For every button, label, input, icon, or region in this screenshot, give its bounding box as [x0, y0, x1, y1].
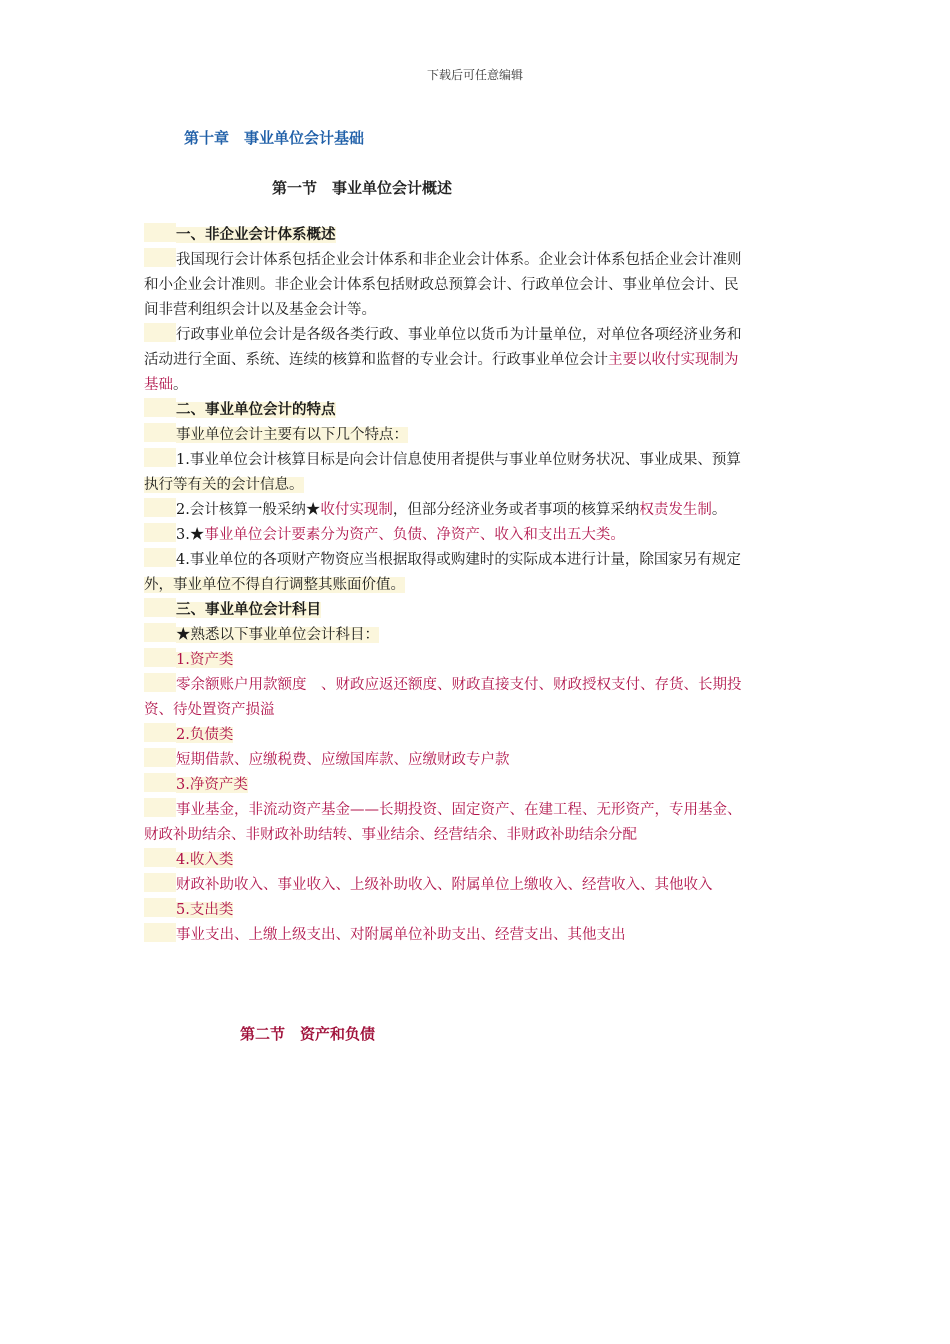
indent	[144, 523, 176, 542]
text: 执行等有关的会计信息。	[144, 477, 304, 493]
section-title: 第一节 事业单位会计概述	[272, 179, 453, 197]
indent	[144, 448, 176, 467]
indent	[144, 498, 176, 517]
category-title	[144, 848, 806, 873]
text: 外，事业单位不得自行调整其账面价值。	[144, 577, 405, 593]
category-label: 5.支出类	[176, 902, 234, 918]
text: 行政事业单位会计是各级各类行政、事业单位以货币为计量单位，对单位各项经济业务和	[176, 327, 742, 343]
heading: 二、事业单位会计的特点	[176, 402, 336, 418]
category-text: 财政补助收入、事业收入、上级补助收入、附属单位上缴收入、经营收入、其他收入	[176, 877, 713, 893]
category-text: 资、待处置资产损溢	[144, 702, 275, 718]
emphasis-text: 事业单位会计要素分为资产、负债、净资产、收入和支出五大类。	[204, 527, 625, 543]
indent	[144, 898, 176, 917]
category-label: 3.净资产类	[176, 777, 248, 793]
text: 3.★	[176, 527, 205, 543]
indent	[144, 223, 176, 242]
paragraph-line	[144, 348, 806, 373]
category-text: 事业支出、上缴上级支出、对附属单位补助支出、经营支出、其他支出	[176, 927, 626, 943]
list-item	[144, 448, 806, 473]
indent	[144, 798, 176, 817]
category-line	[144, 798, 806, 823]
text: 和小企业会计准则。非企业会计体系包括财政总预算会计、行政单位会计、事业单位会计、民	[144, 277, 739, 293]
indent	[144, 923, 176, 942]
category-title	[144, 723, 806, 748]
paragraph-line	[144, 623, 806, 648]
category-label: 4.收入类	[176, 852, 234, 868]
category-line	[144, 923, 806, 948]
category-line	[144, 823, 806, 848]
indent	[144, 873, 176, 892]
text: 间非营利组织会计以及基金会计等。	[144, 302, 376, 318]
text: 。	[711, 502, 727, 518]
category-line	[144, 673, 806, 698]
text: 1.事业单位会计核算目标是向会计信息使用者提供与事业单位财务状况、事业成果、预算	[176, 452, 741, 468]
paragraph-line	[144, 248, 806, 273]
category-text: 零余额账户用款额度 、财政应返还额度、财政直接支付、财政授权支付、存货、长期投	[176, 677, 742, 693]
emphasis-text: 基础	[144, 377, 173, 393]
list-item	[144, 498, 806, 523]
indent	[144, 323, 176, 342]
paragraph-line	[144, 423, 806, 448]
document-body	[144, 223, 806, 948]
text: ，但部分经济业务或者事项的核算采纳	[392, 502, 640, 518]
category-text: 财政补助结余、非财政补助结转、事业结余、经营结余、非财政补助结余分配	[144, 827, 637, 843]
text: 我国现行会计体系包括企业会计体系和非企业会计体系。企业会计体系包括企业会计准则	[176, 252, 742, 268]
text: 4.事业单位的各项财产物资应当根据取得或购建时的实际成本进行计量，除国家另有规定	[176, 552, 741, 568]
heading: 三、事业单位会计科目	[176, 602, 321, 618]
indent	[144, 673, 176, 692]
paragraph-line	[144, 373, 806, 398]
section-title: 第二节 资产和负债	[240, 1025, 376, 1043]
indent	[144, 748, 176, 767]
list-item	[144, 548, 806, 573]
indent	[144, 648, 176, 667]
paragraph-line	[144, 323, 806, 348]
chapter-title: 第十章 事业单位会计基础	[184, 129, 365, 147]
heading: 一、非企业会计体系概述	[176, 227, 336, 243]
indent	[144, 848, 176, 867]
paragraph-line	[144, 298, 806, 323]
list-item	[144, 523, 806, 548]
indent	[144, 248, 176, 267]
category-title	[144, 648, 806, 673]
category-line	[144, 873, 806, 898]
heading-line	[144, 223, 806, 248]
indent	[144, 423, 176, 442]
indent	[144, 548, 176, 567]
text: 2.会计核算一般采纳★	[176, 502, 321, 518]
category-label: 2.负债类	[176, 727, 234, 743]
indent	[144, 773, 176, 792]
emphasis-text: 主要以收付实现制为	[608, 352, 739, 368]
category-text: 短期借款、应缴税费、应缴国库款、应缴财政专户款	[176, 752, 510, 768]
text: 活动进行全面、系统、连续的核算和监督的专业会计。行政事业单位会计	[144, 352, 608, 368]
list-item	[144, 473, 806, 498]
category-line	[144, 698, 806, 723]
category-line	[144, 748, 806, 773]
text: ★熟悉以下事业单位会计科目：	[176, 627, 379, 643]
paragraph-line	[144, 273, 806, 298]
heading-line	[144, 398, 806, 423]
text: 。	[173, 377, 188, 393]
indent	[144, 398, 176, 417]
emphasis-text: 收付实现制	[320, 502, 393, 518]
category-label: 1.资产类	[176, 652, 234, 668]
indent	[144, 723, 176, 742]
page-header: 下载后可任意编辑	[426, 68, 523, 82]
heading-line	[144, 598, 806, 623]
category-title	[144, 898, 806, 923]
indent	[144, 598, 176, 617]
list-item	[144, 573, 806, 598]
category-title	[144, 773, 806, 798]
emphasis-text: 权责发生制	[639, 502, 712, 518]
text: 事业单位会计主要有以下几个特点：	[176, 427, 408, 443]
category-text: 事业基金，非流动资产基金——长期投资、固定资产、在建工程、无形资产，专用基金、	[176, 802, 742, 818]
indent	[144, 623, 176, 642]
